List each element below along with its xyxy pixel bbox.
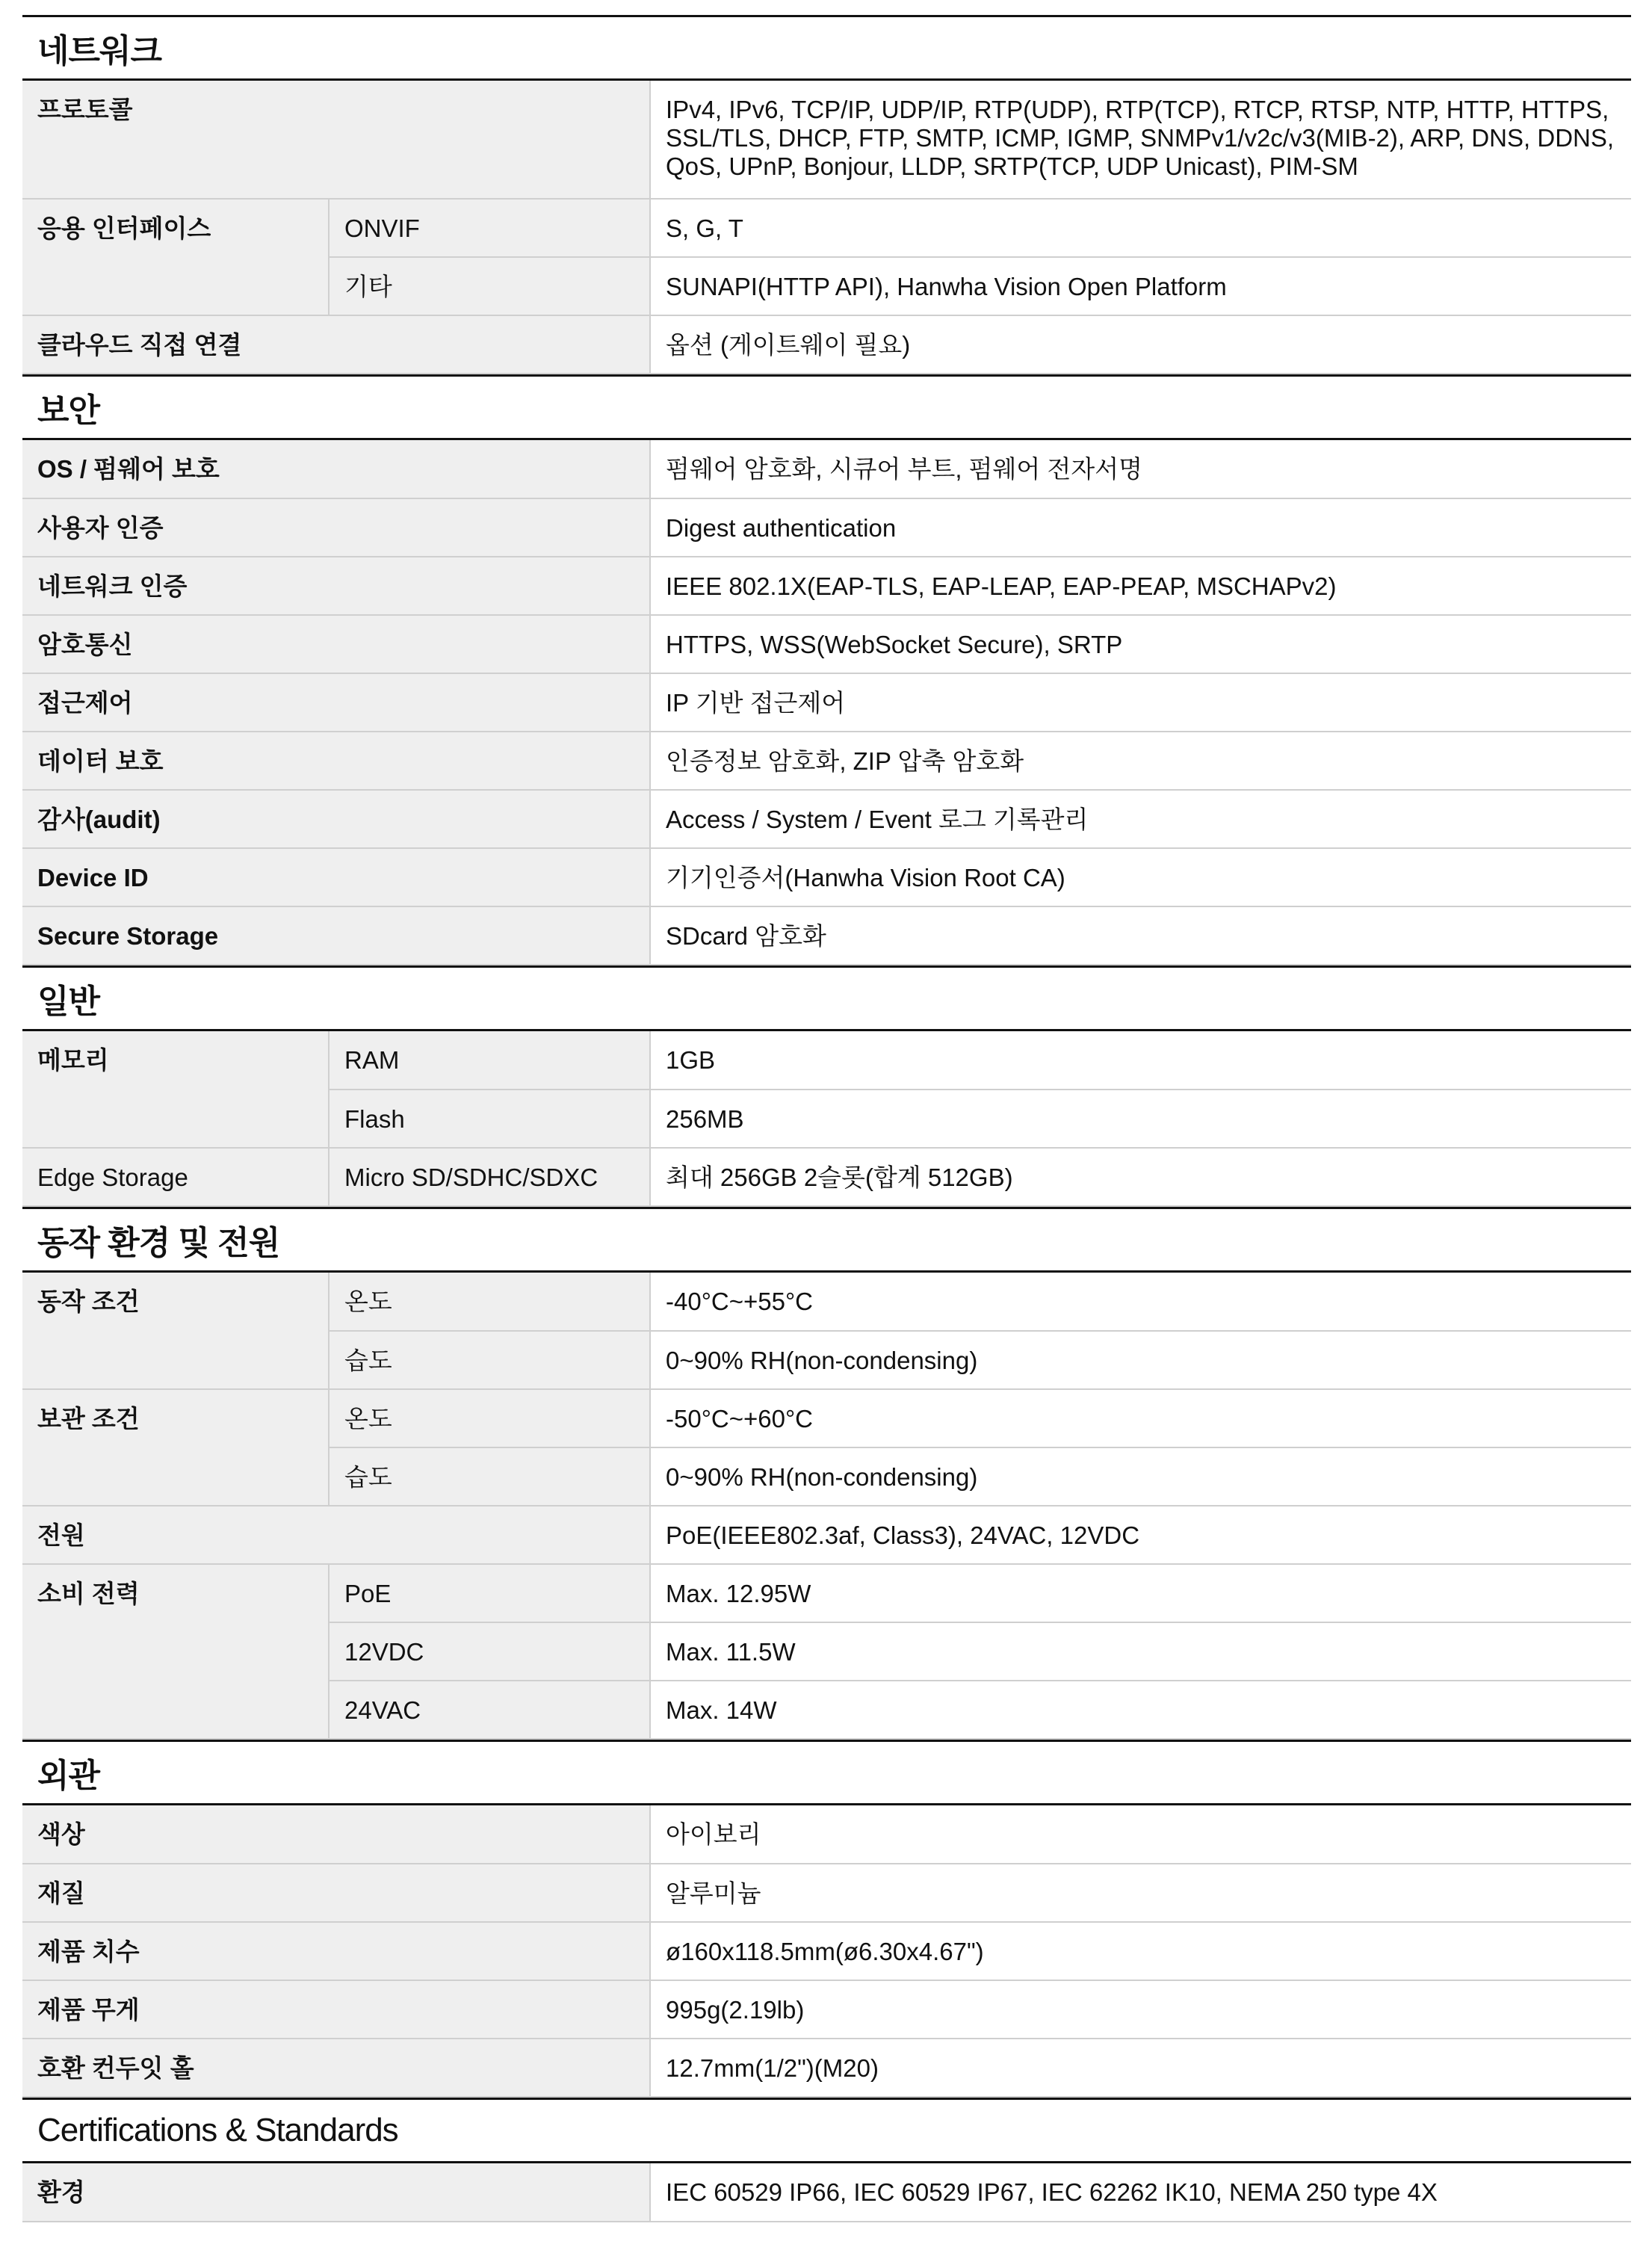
- row-value: IP 기반 접근제어: [650, 673, 1631, 732]
- row-sublabel: PoE: [329, 1564, 650, 1622]
- spec-table: [22, 440, 1631, 965]
- table-row: [22, 81, 1631, 199]
- table-row: [22, 1980, 1631, 2039]
- spec-table: [22, 81, 1631, 374]
- row-label: Edge Storage: [22, 1148, 329, 1206]
- row-value: Access / System / Event 로그 기록관리: [650, 790, 1631, 848]
- table-row: [22, 2039, 1631, 2097]
- table-row: [22, 732, 1631, 790]
- row-sublabel: 기타: [329, 257, 650, 315]
- row-label: 프로토콜: [22, 81, 650, 199]
- row-label: 동작 조건: [22, 1273, 329, 1389]
- row-value: 옵션 (게이트웨이 필요): [650, 315, 1631, 374]
- table-row: [22, 1564, 1631, 1622]
- spec-table: [22, 1273, 1631, 1740]
- row-value: SDcard 암호화: [650, 906, 1631, 965]
- table-row: [22, 1922, 1631, 1980]
- spec-table: [22, 2163, 1631, 2222]
- table-row: [22, 1273, 1631, 1331]
- table-row: [22, 2163, 1631, 2222]
- row-value: Digest authentication: [650, 498, 1631, 557]
- table-row: [22, 673, 1631, 732]
- row-label: 응용 인터페이스: [22, 199, 329, 315]
- row-value: 인증정보 암호화, ZIP 압축 암호화: [650, 732, 1631, 790]
- row-value: SUNAPI(HTTP API), Hanwha Vision Open Platform: [650, 257, 1631, 315]
- row-label: 메모리: [22, 1031, 329, 1148]
- table-row: [22, 1805, 1631, 1864]
- section-title: 보안: [22, 374, 1631, 440]
- row-value: IEEE 802.1X(EAP-TLS, EAP-LEAP, EAP-PEAP, MSCHAPv2): [650, 557, 1631, 615]
- row-sublabel: RAM: [329, 1031, 650, 1090]
- section-appearance: [22, 1740, 1631, 2098]
- section-environment-power: [22, 1207, 1631, 1740]
- row-label: 데이터 보호: [22, 732, 650, 790]
- section-security: [22, 374, 1631, 965]
- row-value: 펌웨어 암호화, 시큐어 부트, 펌웨어 전자서명: [650, 440, 1631, 498]
- table-row: [22, 557, 1631, 615]
- row-sublabel: 온도: [329, 1273, 650, 1331]
- row-value: ø160x118.5mm(ø6.30x4.67"): [650, 1922, 1631, 1980]
- row-sublabel: 24VAC: [329, 1681, 650, 1739]
- spec-table: [22, 1031, 1631, 1207]
- row-value: PoE(IEEE802.3af, Class3), 24VAC, 12VDC: [650, 1506, 1631, 1564]
- section-title: 일반: [22, 965, 1631, 1031]
- row-label: 환경: [22, 2163, 650, 2222]
- row-sublabel: Micro SD/SDHC/SDXC: [329, 1148, 650, 1206]
- table-row: [22, 790, 1631, 848]
- row-value: -50°C~+60°C: [650, 1389, 1631, 1447]
- row-value: Max. 11.5W: [650, 1622, 1631, 1681]
- row-value: 기기인증서(Hanwha Vision Root CA): [650, 848, 1631, 906]
- spec-sheet: [22, 15, 1631, 2222]
- table-row: [22, 906, 1631, 965]
- section-title: 외관: [22, 1740, 1631, 1805]
- row-label: 호환 컨두잇 홀: [22, 2039, 650, 2097]
- section-certifications: [22, 2098, 1631, 2222]
- row-label: 소비 전력: [22, 1564, 329, 1739]
- table-row: [22, 315, 1631, 374]
- row-label: 암호통신: [22, 615, 650, 673]
- row-sublabel: Flash: [329, 1090, 650, 1148]
- row-label: 전원: [22, 1506, 650, 1564]
- table-row: [22, 1506, 1631, 1564]
- row-value: 0~90% RH(non-condensing): [650, 1447, 1631, 1506]
- row-label: 제품 치수: [22, 1922, 650, 1980]
- row-label: 보관 조건: [22, 1389, 329, 1506]
- table-row: [22, 440, 1631, 498]
- row-label: Secure Storage: [22, 906, 650, 965]
- row-value: 0~90% RH(non-condensing): [650, 1331, 1631, 1389]
- section-general: [22, 965, 1631, 1207]
- row-label: 접근제어: [22, 673, 650, 732]
- table-row: [22, 848, 1631, 906]
- spec-table: [22, 1805, 1631, 2098]
- row-value: 256MB: [650, 1090, 1631, 1148]
- row-value: 아이보리: [650, 1805, 1631, 1864]
- section-network: [22, 15, 1631, 374]
- row-value: Max. 12.95W: [650, 1564, 1631, 1622]
- section-title: 네트워크: [22, 15, 1631, 81]
- row-value: 995g(2.19lb): [650, 1980, 1631, 2039]
- section-title: 동작 환경 및 전원: [22, 1207, 1631, 1273]
- row-sublabel: 습도: [329, 1331, 650, 1389]
- row-label: 사용자 인증: [22, 498, 650, 557]
- row-value: -40°C~+55°C: [650, 1273, 1631, 1331]
- row-label: 제품 무게: [22, 1980, 650, 2039]
- row-label: 네트워크 인증: [22, 557, 650, 615]
- row-sublabel: 습도: [329, 1447, 650, 1506]
- row-value: S, G, T: [650, 199, 1631, 257]
- section-title: Certifications & Standards: [22, 2098, 1631, 2163]
- row-value: 알루미늄: [650, 1864, 1631, 1922]
- table-row: [22, 1148, 1631, 1206]
- row-label: Device ID: [22, 848, 650, 906]
- row-value: HTTPS, WSS(WebSocket Secure), SRTP: [650, 615, 1631, 673]
- row-label: 색상: [22, 1805, 650, 1864]
- row-label: OS / 펌웨어 보호: [22, 440, 650, 498]
- row-label: 감사(audit): [22, 790, 650, 848]
- row-value: Max. 14W: [650, 1681, 1631, 1739]
- row-value: IEC 60529 IP66, IEC 60529 IP67, IEC 62262 IK10, NEMA 250 type 4X: [650, 2163, 1631, 2222]
- row-value: 12.7mm(1/2")(M20): [650, 2039, 1631, 2097]
- table-row: [22, 1031, 1631, 1090]
- row-sublabel: ONVIF: [329, 199, 650, 257]
- row-value: 1GB: [650, 1031, 1631, 1090]
- table-row: [22, 1389, 1631, 1447]
- row-value: 최대 256GB 2슬롯(합계 512GB): [650, 1148, 1631, 1206]
- table-row: [22, 1864, 1631, 1922]
- row-sublabel: 12VDC: [329, 1622, 650, 1681]
- table-row: [22, 615, 1631, 673]
- table-row: [22, 498, 1631, 557]
- row-label: 클라우드 직접 연결: [22, 315, 650, 374]
- row-value: IPv4, IPv6, TCP/IP, UDP/IP, RTP(UDP), RTP(TCP), RTCP, RTSP, NTP, HTTP, HTTPS, SSL/TLS, DHCP, FTP, SMTP, ICMP, IGMP, SNMPv1/v2c/v3(MIB-2), ARP, DNS, DDNS, QoS, UPnP, Bonjour, LLDP, SRTP(TCP, UDP Unicast), PIM-SM: [650, 81, 1631, 199]
- row-label: 재질: [22, 1864, 650, 1922]
- row-sublabel: 온도: [329, 1389, 650, 1447]
- table-row: [22, 199, 1631, 257]
